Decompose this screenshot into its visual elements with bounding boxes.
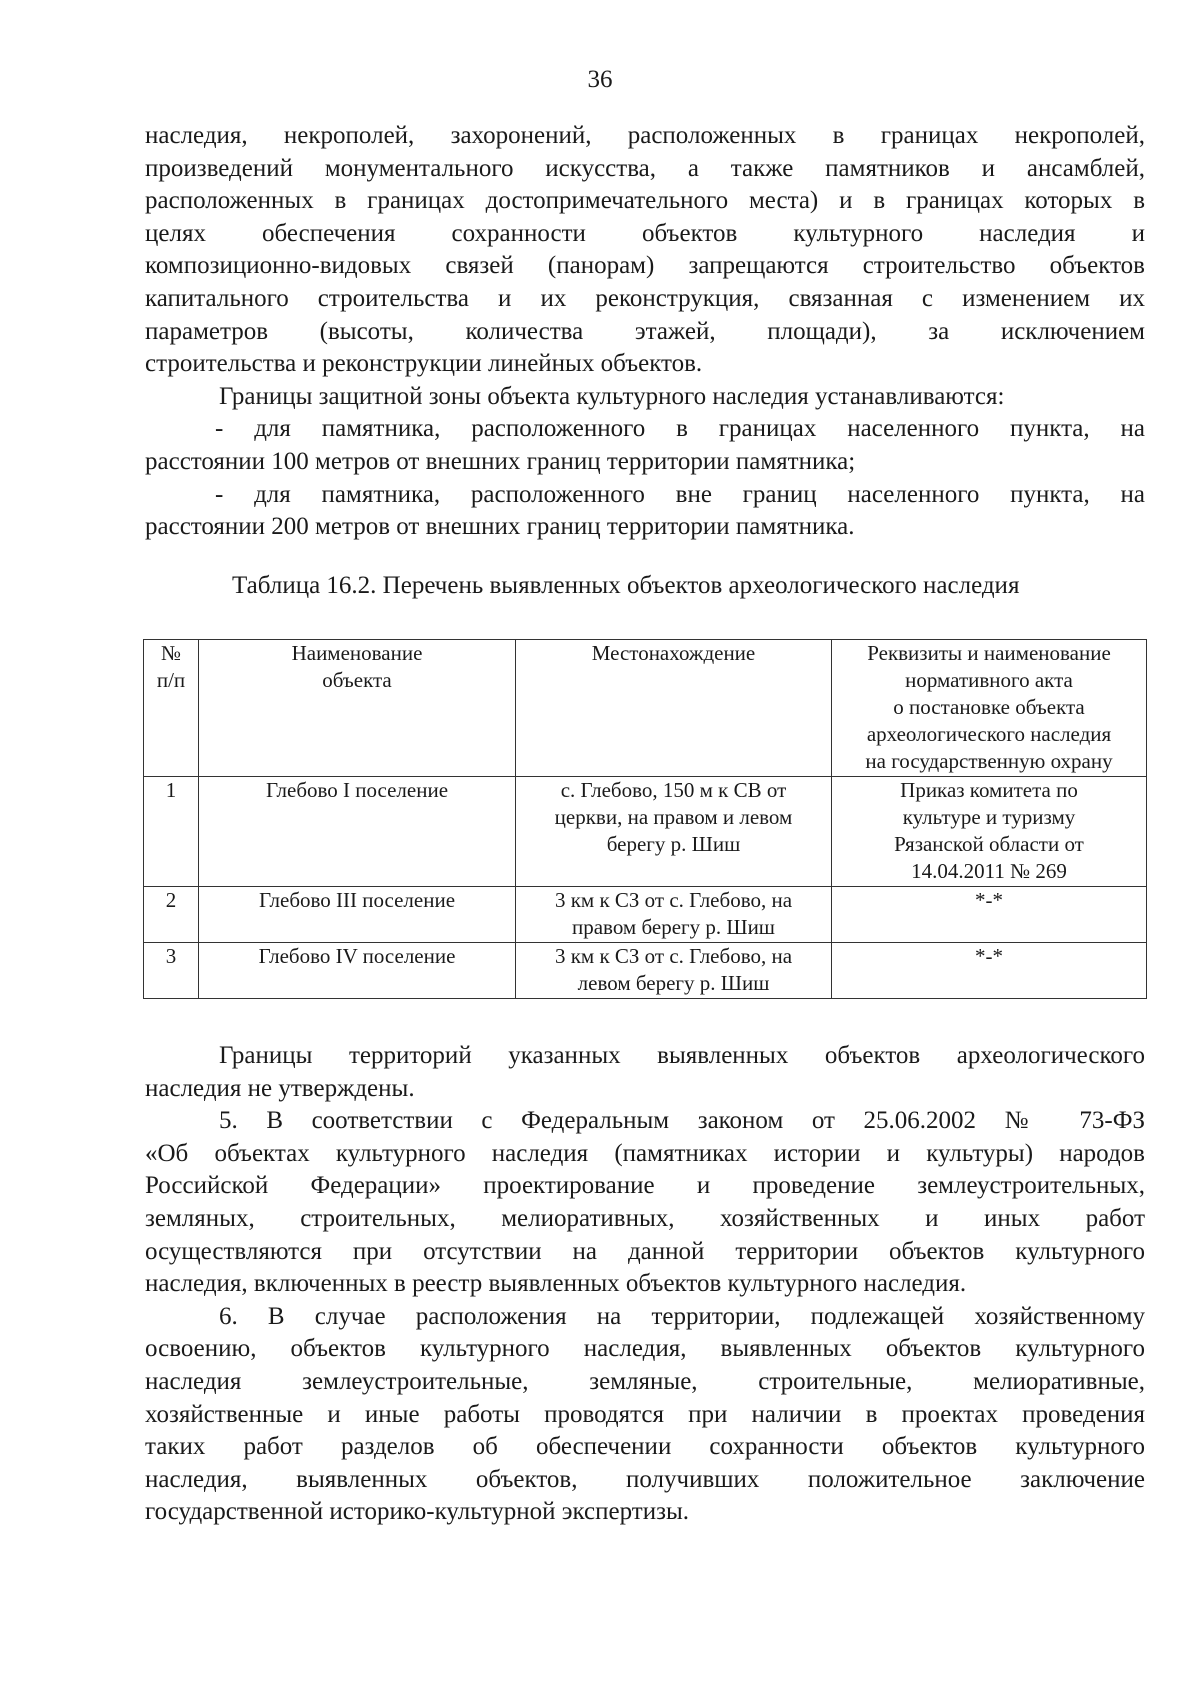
- paragraph-zone-boundaries: Границы защитной зоны объекта культурного наследия устанавливаются:: [219, 382, 1005, 410]
- text-line: освоению, объектов культурного наследия, выявленных объектов культурного: [145, 1335, 1145, 1363]
- header-line: объекта: [322, 668, 392, 692]
- text-line: расположенных в границах достопримечательного места) и в границах которых в: [145, 187, 1145, 215]
- cell-line: с. Глебово, 150 м к СВ от: [560, 778, 787, 802]
- text-line: наследия, включенных в реестр выявленных объектов культурного наследия.: [145, 1270, 967, 1298]
- paragraph-item-6: 6. В случае расположения на территории, подлежащей хозяйственному: [219, 1302, 1145, 1330]
- page-number: 36: [587, 66, 613, 93]
- cell-name: Глебово IV поселение: [199, 943, 516, 999]
- text-after-table: [145, 1040, 1145, 1529]
- cell-location: [516, 887, 832, 943]
- text-line: «Об объектах культурного наследия (памятниках истории и культуры) народов: [145, 1139, 1145, 1167]
- text-line: таких работ разделов об обеспечении сохранности объектов культурного: [145, 1433, 1145, 1461]
- text-line: наследия, выявленных объектов, получивших положительное заключение: [145, 1465, 1145, 1493]
- header-line: о постановке объекта: [893, 695, 1085, 719]
- header-line: п/п: [156, 668, 186, 692]
- header-line: Местонахождение: [591, 641, 756, 665]
- header-line: Наименование: [291, 641, 423, 665]
- paragraph-protection-zone-intro: [145, 120, 1145, 544]
- paragraph-item-5: 5. В соответствии с Федеральным законом от 25.06.2002 № 73-ФЗ: [219, 1107, 1145, 1135]
- cell-details: [832, 777, 1147, 887]
- header-line: Реквизиты и наименование: [867, 641, 1111, 665]
- cell-line: 3 км к СЗ от с. Глебово, на: [554, 888, 793, 912]
- header-details: [832, 640, 1147, 777]
- text-line: хозяйственные и иные работы проводятся при наличии в проектах проведения: [145, 1400, 1145, 1428]
- cell-name: Глебово I поселение: [199, 777, 516, 887]
- cell-line: культуре и туризму: [902, 805, 1076, 829]
- table-row: [144, 777, 1147, 887]
- text-line: целях обеспечения сохранности объектов культурного наследия и: [145, 219, 1145, 247]
- cell-line: 14.04.2011 № 269: [911, 859, 1067, 883]
- text-line: произведений монументального искусства, а также памятников и ансамблей,: [145, 154, 1145, 182]
- bullet-outside-settlement: - для памятника, расположенного вне границ населенного пункта, на: [215, 480, 1145, 508]
- header-num: [144, 640, 199, 777]
- cell-location: [516, 777, 832, 887]
- header-line: №: [160, 641, 182, 665]
- text-line: осуществляются при отсутствии на данной территории объектов культурного: [145, 1237, 1145, 1265]
- text-line: земляных, строительных, мелиоративных, хозяйственных и иных работ: [145, 1204, 1145, 1232]
- cell-line: 3 км к СЗ от с. Глебово, на: [554, 944, 793, 968]
- cell-num: 3: [144, 943, 199, 999]
- text-line: капитального строительства и их реконструкция, связанная с изменением их: [145, 284, 1145, 312]
- text-line: параметров (высоты, количества этажей, площади), за исключением: [145, 317, 1145, 345]
- header-line: нормативного акта: [905, 668, 1073, 692]
- cell-line: Приказ комитета по: [900, 778, 1078, 802]
- cell-line: *-*: [975, 888, 1003, 912]
- text-line: строительства и реконструкции линейных объектов.: [145, 350, 703, 378]
- cell-num: 1: [144, 777, 199, 887]
- text-line: наследия, некрополей, захоронений, расположенных в границах некрополей,: [145, 122, 1145, 149]
- table-header-row: [144, 640, 1147, 777]
- text-line: расстоянии 200 метров от внешних границ территории памятника.: [145, 513, 855, 541]
- paragraph-boundaries-not-approved: Границы территорий указанных выявленных объектов археологического: [219, 1042, 1145, 1069]
- cell-details: [832, 887, 1147, 943]
- table-row: [144, 943, 1147, 999]
- cell-line: правом берегу р. Шиш: [572, 915, 775, 939]
- table-row: [144, 887, 1147, 943]
- archaeological-objects-table: [143, 639, 1147, 999]
- table-caption: Таблица 16.2. Перечень выявленных объектов археологического наследия: [232, 572, 1020, 599]
- header-line: на государственную охрану: [865, 749, 1113, 773]
- cell-line: левом берегу р. Шиш: [577, 971, 770, 995]
- text-line: наследия землеустроительные, земляные, строительные, мелиоративные,: [145, 1367, 1145, 1395]
- text-line: государственной историко-культурной экспертизы.: [145, 1498, 690, 1526]
- cell-line: церкви, на правом и левом: [554, 805, 793, 829]
- header-location: [516, 640, 832, 777]
- text-line: Российской Федерации» проектирование и проведение землеустроительных,: [145, 1172, 1145, 1200]
- cell-line: Рязанской области от: [894, 832, 1084, 856]
- text-line: наследия не утверждены.: [145, 1074, 415, 1102]
- cell-location: [516, 943, 832, 999]
- cell-line: берегу р. Шиш: [606, 832, 741, 856]
- bullet-within-settlement: - для памятника, расположенного в границах населенного пункта, на: [215, 415, 1145, 443]
- cell-num: 2: [144, 887, 199, 943]
- header-line: археологического наследия: [866, 722, 1112, 746]
- cell-name: Глебово III поселение: [199, 887, 516, 943]
- cell-line: *-*: [975, 944, 1003, 968]
- text-line: композиционно-видовых связей (панорам) запрещаются строительство объектов: [145, 252, 1145, 280]
- cell-details: [832, 943, 1147, 999]
- text-line: расстоянии 100 метров от внешних границ территории памятника;: [145, 447, 856, 475]
- header-name: [199, 640, 516, 777]
